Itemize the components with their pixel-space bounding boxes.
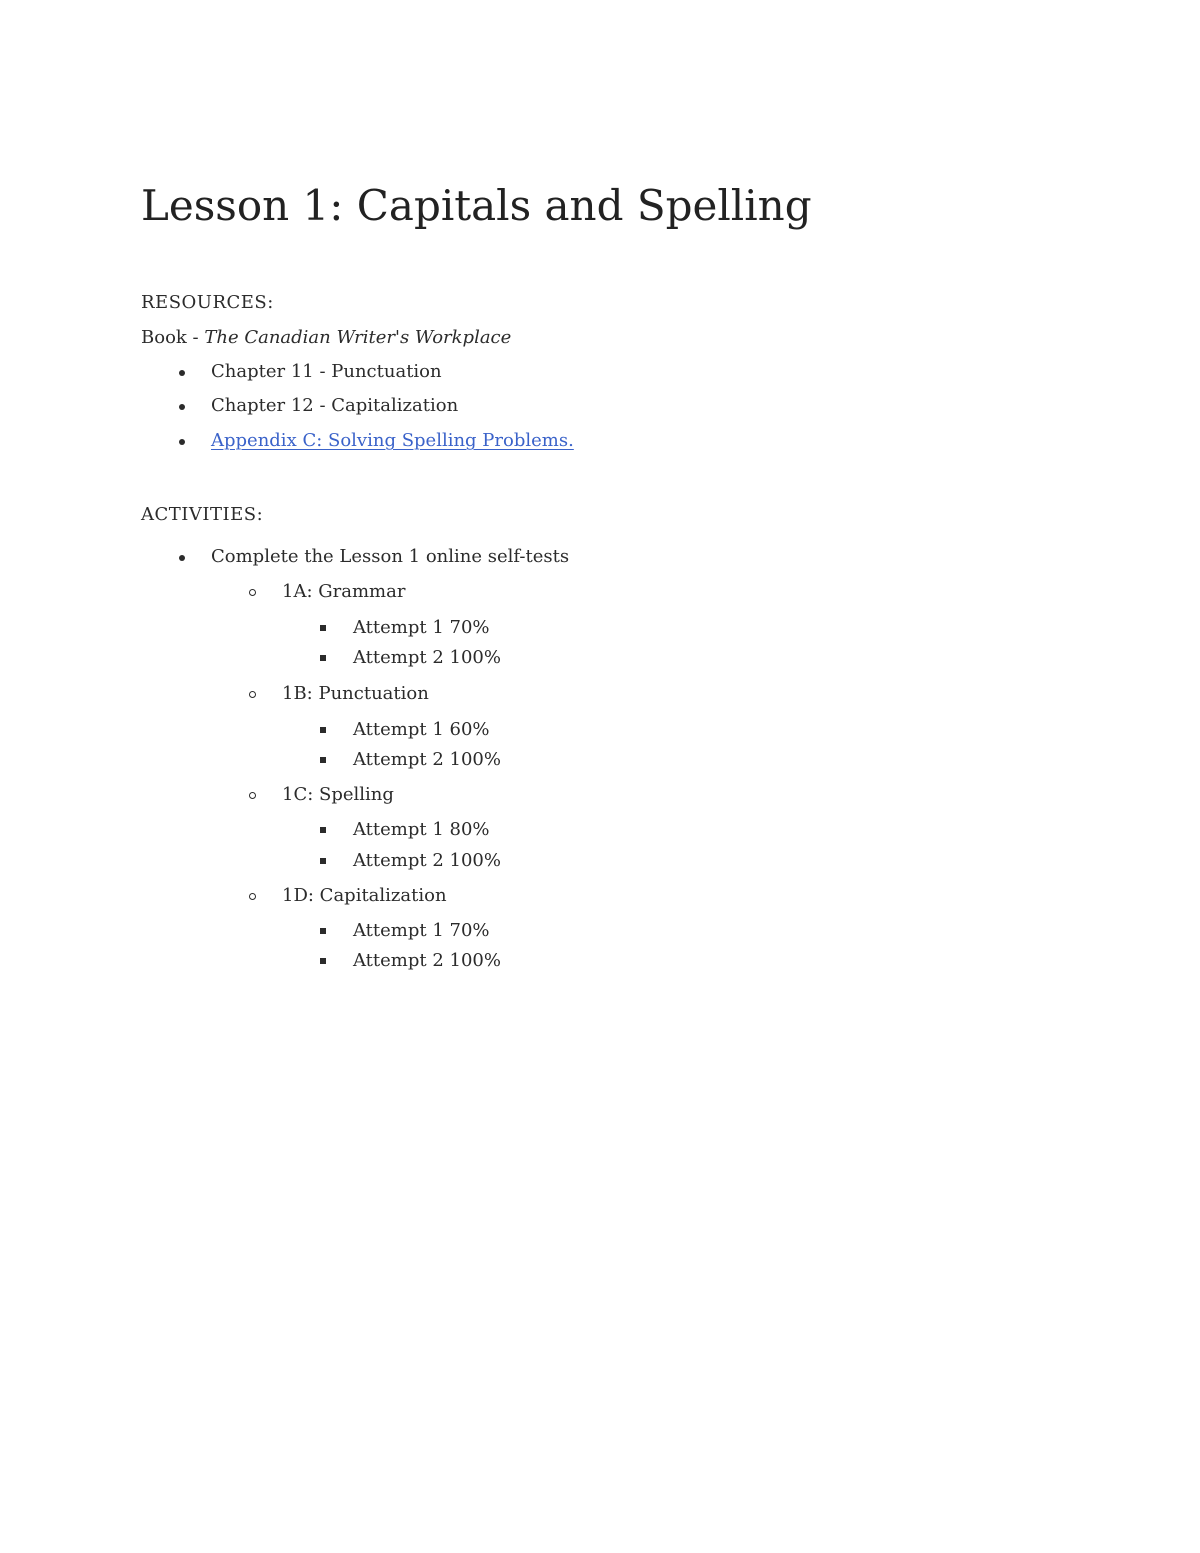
bullet-disc-icon: [179, 555, 185, 561]
resource-item-chapter-12: Chapter 12 - Capitalization: [211, 395, 459, 416]
attempt-item: Attempt 1 70%: [353, 617, 490, 638]
attempt-item: Attempt 2 100%: [353, 647, 501, 668]
test-item-1c: 1C: Spelling: [282, 784, 394, 805]
bullet-circle-icon: [249, 893, 256, 900]
attempt-item: Attempt 2 100%: [353, 950, 501, 971]
book-title: The Canadian Writer's Workplace: [204, 327, 512, 348]
attempt-item: Attempt 2 100%: [353, 749, 501, 770]
resource-item-chapter-11: Chapter 11 - Punctuation: [211, 361, 442, 382]
bullet-square-icon: [320, 958, 326, 964]
bullet-square-icon: [320, 727, 326, 733]
bullet-square-icon: [320, 757, 326, 763]
book-line: [141, 326, 511, 350]
bullet-square-icon: [320, 858, 326, 864]
appendix-link[interactable]: Appendix C: Solving Spelling Problems.: [211, 430, 574, 451]
activities-main-item: Complete the Lesson 1 online self-tests: [211, 546, 570, 567]
bullet-circle-icon: [249, 589, 256, 596]
test-item-1b: 1B: Punctuation: [282, 683, 429, 704]
attempt-item: Attempt 1 70%: [353, 920, 490, 941]
bullet-square-icon: [320, 625, 326, 631]
test-item-1d: 1D: Capitalization: [282, 885, 447, 906]
bullet-disc-icon: [179, 439, 185, 445]
bullet-square-icon: [320, 827, 326, 833]
bullet-square-icon: [320, 655, 326, 661]
book-prefix: Book -: [141, 327, 205, 348]
attempt-item: Attempt 1 60%: [353, 719, 490, 740]
page-title: Lesson 1: Capitals and Spelling: [141, 181, 812, 230]
resources-heading: RESOURCES:: [141, 292, 274, 313]
attempt-item: Attempt 1 80%: [353, 819, 490, 840]
activities-heading: ACTIVITIES:: [141, 504, 264, 525]
test-item-1a: 1A: Grammar: [282, 581, 406, 602]
bullet-square-icon: [320, 928, 326, 934]
bullet-disc-icon: [179, 404, 185, 410]
bullet-disc-icon: [179, 370, 185, 376]
bullet-circle-icon: [249, 691, 256, 698]
attempt-item: Attempt 2 100%: [353, 850, 501, 871]
bullet-circle-icon: [249, 792, 256, 799]
